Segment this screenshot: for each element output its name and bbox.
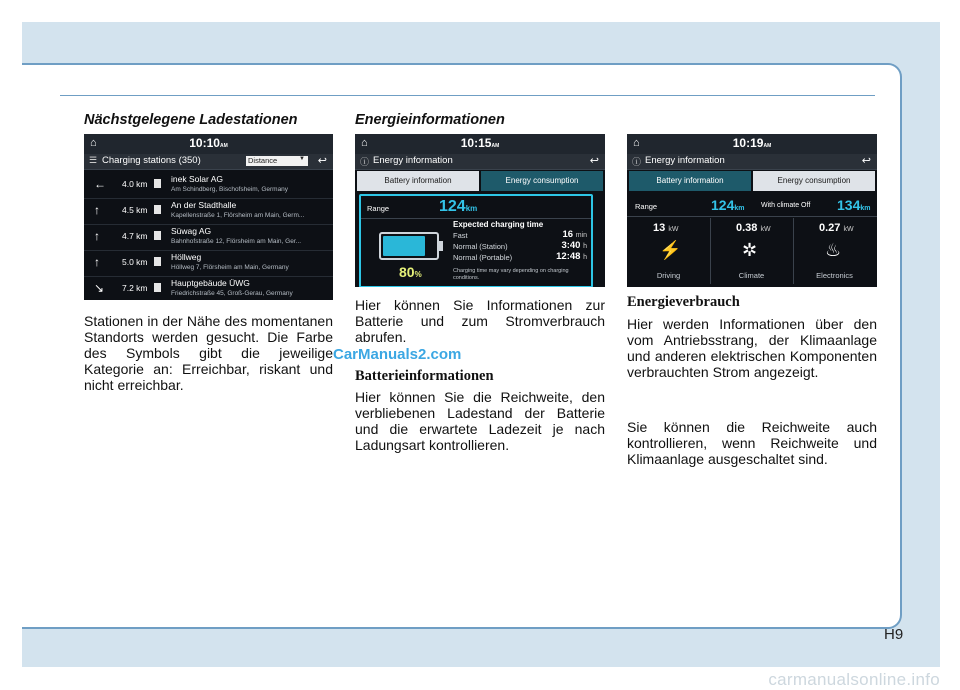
status-bar	[84, 134, 333, 154]
right-subheading: Energieverbrauch	[627, 294, 740, 310]
home-icon[interactable]: ⌂	[90, 137, 97, 149]
list-icon: ☰	[89, 155, 98, 165]
charge-type-label: Normal (Portable)	[453, 253, 513, 262]
battery-info-screen	[355, 134, 605, 287]
home-icon[interactable]: ⌂	[633, 137, 640, 149]
station-name: An der Stadthalle	[171, 200, 237, 210]
tab-battery-information[interactable]: Battery information	[357, 171, 479, 191]
battery-terminal	[439, 241, 443, 251]
clock: 10:15AM	[460, 136, 500, 150]
station-name: Süwag AG	[171, 226, 212, 236]
status-bar	[355, 134, 605, 154]
title-bar	[84, 154, 333, 170]
header-rule	[60, 95, 875, 96]
station-name: Hauptgebäude ÜWG	[171, 278, 250, 288]
sort-dropdown[interactable]: Distance ▼	[246, 156, 308, 166]
consumption-value: 0.27 kW	[819, 222, 854, 234]
station-category-icon	[154, 231, 161, 240]
caret-down-icon: ▼	[299, 156, 305, 162]
status-bar	[627, 134, 877, 154]
driving-icon: ⚡	[659, 240, 682, 260]
direction-arrow-icon: ↑	[94, 203, 100, 217]
back-icon[interactable]: ↩	[317, 155, 327, 167]
info-icon: ⓘ	[360, 157, 370, 167]
charge-time-value: 12:48 h	[556, 251, 587, 262]
station-distance: 4.5 km	[122, 205, 148, 215]
middle-body: Hier können Sie Informationen zur Batterie und zum Stromverbrauch abrufen.	[355, 297, 605, 345]
station-distance: 4.7 km	[122, 231, 148, 241]
range-label: Range	[635, 202, 658, 211]
station-row[interactable]	[84, 198, 333, 225]
screen-title: Charging stations (350)	[102, 155, 201, 166]
right-body-2: Sie können die Reichweite auch kontrollieren, wenn Reichweite und Klimaanlage ausgeschaltet sind.	[627, 419, 877, 467]
title-bar	[355, 154, 605, 170]
station-name: Höllweg	[171, 252, 202, 262]
home-icon[interactable]: ⌂	[361, 137, 368, 149]
charge-type-label: Normal (Station)	[453, 242, 508, 251]
charge-time-value: 16 min	[562, 229, 587, 240]
battery-level-fill	[383, 236, 425, 256]
station-distance: 7.2 km	[122, 283, 148, 293]
consumption-value: 13 kW	[653, 222, 679, 234]
tab-energy-consumption[interactable]: Energy consumption	[481, 171, 603, 191]
left-heading: Nächstgelegene Ladestationen	[84, 112, 298, 128]
screen-title: Energy information	[373, 155, 453, 166]
right-body: Hier werden Informationen über den vom Antriebsstrang, der Klimaanlage und anderen elektrischen Komponenten verbrauchten Strom angezeigt.	[627, 316, 877, 380]
middle-body-2: Hier können Sie die Reichweite, den verbliebenen Ladestand der Batterie und die erwartete Ladezeit je nach Ladungsart kontrollieren.	[355, 389, 605, 453]
station-address: Friedrichstraße 45, Groß-Gerau, Germany	[171, 290, 293, 297]
fan-icon: ✲	[742, 240, 758, 260]
back-icon[interactable]: ↩	[861, 155, 871, 167]
footer-watermark: carmanualsonline.info	[768, 670, 940, 689]
divider	[361, 218, 591, 219]
consumption-label: Electronics	[816, 271, 853, 280]
direction-arrow-icon: ↘	[94, 281, 105, 295]
middle-heading: Energieinformationen	[355, 112, 505, 128]
station-address: Bahnhofstraße 12, Flörsheim am Main, Ger...	[171, 238, 302, 245]
range-value: 124km	[711, 197, 745, 213]
station-distance: 5.0 km	[122, 257, 148, 267]
station-row[interactable]	[84, 276, 333, 300]
divider	[627, 216, 877, 217]
watermark[interactable]: CarManuals2.com	[333, 346, 462, 363]
climate-off-label: With climate Off	[761, 202, 811, 209]
station-address: Höllweg 7, Flörsheim am Main, Germany	[171, 264, 289, 271]
station-row[interactable]	[84, 250, 333, 277]
consumption-value: 0.38 kW	[736, 222, 771, 234]
station-row[interactable]	[84, 224, 333, 251]
battery-icon	[379, 232, 439, 260]
direction-arrow-icon: ←	[94, 177, 106, 191]
energy-consumption-screen	[627, 134, 877, 287]
station-address: Am Schindberg, Bischofsheim, Germany	[171, 186, 289, 193]
left-body: Stationen in der Nähe des momentanen Standorts werden gesucht. Die Farbe des Symbols gibt die jeweilige Kategorie an: Erreichbar, riskant und nicht erreichbar.	[84, 313, 333, 393]
screen-title: Energy information	[645, 155, 725, 166]
station-category-icon	[154, 257, 161, 266]
title-bar	[627, 154, 877, 170]
tab-battery-information[interactable]: Battery information	[629, 171, 751, 191]
station-name: inek Solar AG	[171, 174, 223, 184]
charging-note: Charging time may vary depending on charging conditions.	[453, 268, 569, 281]
electronics-icon: ♨	[825, 240, 842, 260]
battery-panel	[359, 194, 593, 287]
charging-stations-screen	[84, 134, 333, 300]
info-icon: ⓘ	[632, 157, 642, 167]
station-distance: 4.0 km	[122, 179, 148, 189]
direction-arrow-icon: ↑	[94, 255, 100, 269]
station-category-icon	[154, 179, 161, 188]
station-category-icon	[154, 283, 161, 292]
soc-value: 80%	[399, 264, 422, 280]
charging-title: Expected charging time	[453, 220, 544, 229]
page-number: H9	[884, 626, 904, 643]
climate-off-value: 134km	[837, 197, 871, 213]
range-value: 124km	[439, 198, 478, 215]
direction-arrow-icon: ↑	[94, 229, 100, 243]
station-row[interactable]	[84, 172, 333, 199]
station-category-icon	[154, 205, 161, 214]
range-label: Range	[367, 204, 390, 213]
consumption-label: Driving	[656, 271, 681, 280]
middle-subheading: Batterieinformationen	[355, 368, 494, 384]
clock: 10:10AM	[189, 136, 228, 150]
consumption-label: Climate	[738, 271, 765, 280]
tab-energy-consumption[interactable]: Energy consumption	[753, 171, 875, 191]
station-address: Kapellenstraße 1, Flörsheim am Main, Germ...	[171, 212, 305, 219]
charge-time-value: 3:40 h	[561, 240, 587, 251]
charge-type-label: Fast	[453, 231, 468, 240]
back-icon[interactable]: ↩	[589, 155, 599, 167]
clock: 10:19AM	[732, 136, 772, 150]
